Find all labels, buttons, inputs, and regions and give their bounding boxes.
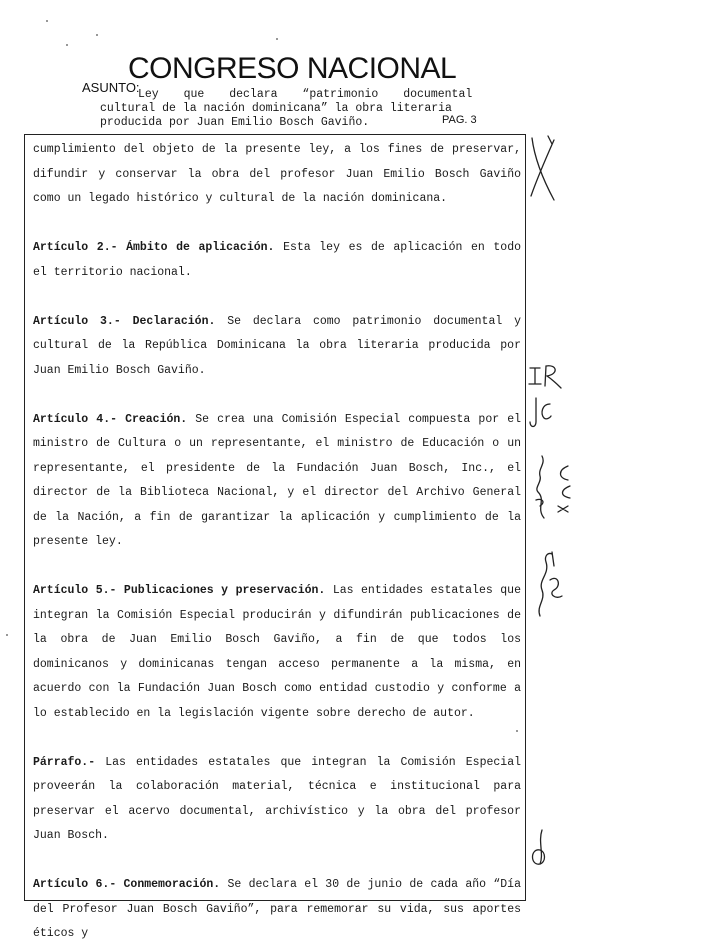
scan-speck	[276, 38, 278, 40]
scan-speck	[66, 44, 68, 46]
handwritten-signature-3	[532, 550, 566, 620]
article-5-text: Las entidades estatales que integran la Comisión Especial producirán y difundirán publicaciones de la obra de Juan Emilio Bosch Gaviño, a fin de que todos los dominicanos y dominicanas tengan acceso permanente a la misma, en acuerdo con la Fundación Juan Bosch como entidad custodio y conforme a lo establecido en la legislación vigente sobre derecho de autor.	[33, 584, 521, 720]
handwritten-initials-JC	[528, 396, 552, 432]
header-title: CONGRESO NACIONAL	[128, 52, 457, 85]
scan-speck	[6, 634, 8, 636]
article-6	[33, 873, 521, 947]
subject-line-1: Ley que declara “patrimonio documental	[138, 88, 473, 101]
scan-speck	[516, 730, 518, 732]
article-3-text: Se declara como patrimonio documental y cultural de la República Dominicana la obra literaria producida por Juan Emilio Bosch Gaviño.	[33, 314, 521, 377]
article-2	[33, 236, 521, 285]
scan-speck	[46, 20, 48, 22]
article-6-heading: Artículo 6.- Conmemoración.	[33, 878, 221, 891]
subject-line-3: producida por Juan Emilio Bosch Gaviño.	[100, 116, 370, 129]
handwritten-initials-IR	[527, 362, 563, 390]
handwritten-x-mark	[528, 134, 558, 204]
article-2-text: Esta ley es de aplicación en todo el territorio nacional.	[33, 241, 522, 279]
handwritten-signature-4	[528, 828, 548, 872]
subject-line-2: cultural de la nación dominicana” la obra literaria	[100, 102, 452, 115]
page-number: PAG. 3	[442, 114, 477, 126]
article-3-heading: Artículo 3.- Declaración.	[33, 314, 216, 328]
article-2-heading: Artículo 2.- Ámbito de aplicación.	[33, 241, 275, 254]
document-body	[33, 138, 521, 947]
article-4-heading: Artículo 4.- Creación.	[33, 412, 188, 426]
handwritten-signature-2	[552, 462, 574, 518]
article-5	[33, 579, 521, 726]
article-3	[33, 310, 521, 384]
intro-paragraph: cumplimiento del objeto de la presente ley, a los fines de preservar, difundir y conservar la obra del profesor Juan Emilio Bosch Gaviño como un legado histórico y cultural de la nación dominicana.	[33, 143, 521, 205]
paragraph-clause-heading: Párrafo.-	[33, 755, 96, 769]
paragraph-clause	[33, 751, 521, 849]
asunto-label: ASUNTO:	[82, 80, 140, 95]
paragraph-clause-text: Las entidades estatales que integran la Comisión Especial proveerán la colaboración material, técnica e institucional para preservar el acervo documental, archivístico y la obra del profesor Juan Bosch.	[33, 755, 521, 842]
article-6-text: Se declara el 30 de junio de cada año “Día del Profesor Juan Bosch Gaviño”, para rememorar su vida, sus aportes éticos y	[33, 878, 521, 940]
scan-speck	[96, 34, 98, 36]
handwritten-signature-1	[532, 452, 550, 522]
article-4	[33, 408, 521, 555]
article-5-heading: Artículo 5.- Publicaciones y preservación.	[33, 584, 326, 597]
article-4-text: Se crea una Comisión Especial compuesta por el ministro de Cultura o un representante, el ministro de Educación o un representante, el presidente de la Fundación Juan Bosch, Inc., el director de la Biblioteca Nacional, y el director del Archivo General de la Nación, a fin de garantizar la aplicación y cumplimiento de la presente ley.	[33, 412, 522, 548]
